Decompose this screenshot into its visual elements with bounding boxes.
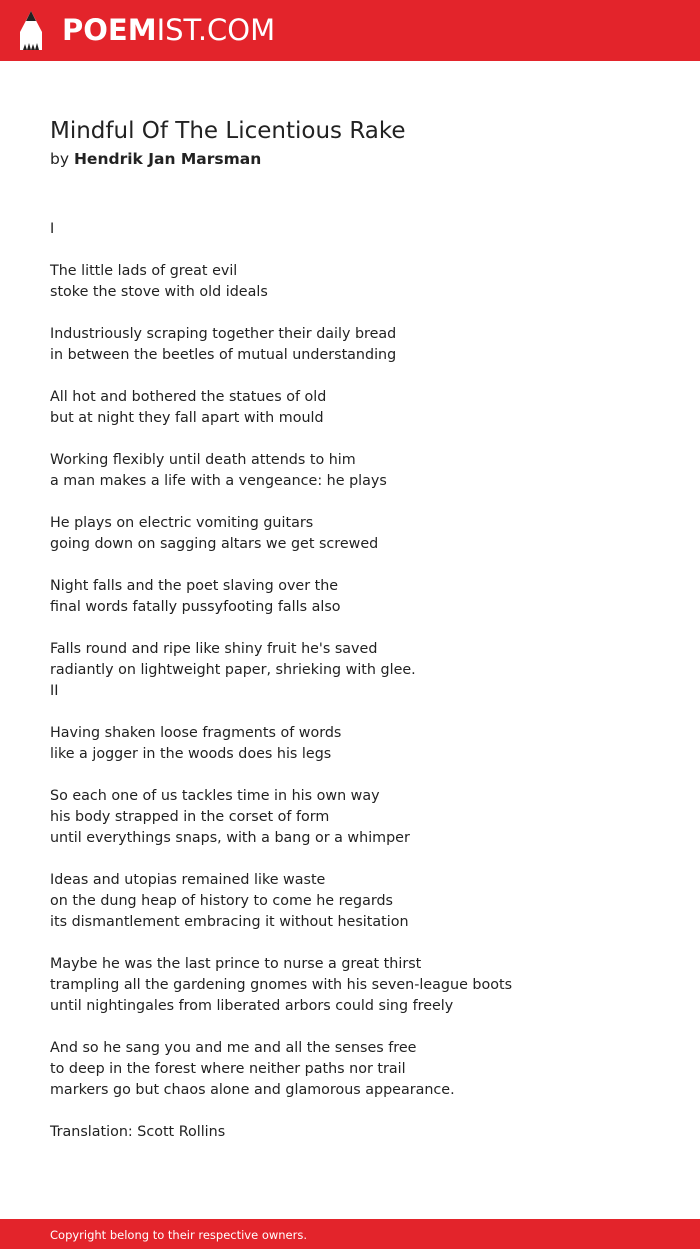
poem-line: The little lads of great evil	[50, 263, 238, 279]
poem-line: final words fatally pussyfooting falls also	[50, 599, 341, 615]
by-label: by	[50, 150, 70, 168]
poem-byline	[50, 148, 261, 170]
poem-line: trampling all the gardening gnomes with his seven-league boots	[50, 977, 513, 993]
poem-line: Having shaken loose fragments of words	[50, 725, 342, 741]
poem-author: Hendrik Jan Marsman	[73, 150, 262, 168]
poem-line: Translation: Scott Rollins	[50, 1124, 226, 1140]
poem-line: Ideas and utopias remained like waste	[50, 872, 326, 888]
poem-line: until nightingales from liberated arbors could sing freely	[50, 998, 454, 1014]
stanza-break	[50, 240, 670, 261]
poem-line: going down on sagging altars we get screwed	[50, 536, 379, 552]
copyright-text: Copyright belong to their respective owners.	[50, 1228, 308, 1242]
poem-line: its dismantlement embracing it without hesitation	[50, 914, 409, 930]
poem-line: like a jogger in the woods does his legs	[50, 746, 332, 762]
stanza-break	[50, 849, 670, 870]
stanza-break	[50, 429, 670, 450]
logo-light-text: IST.COM	[156, 13, 276, 47]
poem-line: markers go but chaos alone and glamorous appearance.	[50, 1082, 455, 1098]
stanza-break	[50, 765, 670, 786]
poem-line: to deep in the forest where neither paths nor trail	[50, 1061, 406, 1077]
poem-line: in between the beetles of mutual understanding	[50, 347, 397, 363]
pencil-icon[interactable]	[18, 10, 44, 52]
poem-line: a man makes a life with a vengeance: he plays	[50, 473, 387, 489]
stanza-break	[50, 1101, 670, 1122]
poem-line: but at night they fall apart with mould	[50, 410, 324, 426]
stanza-break	[50, 618, 670, 639]
poem-line: Working flexibly until death attends to him	[50, 452, 356, 468]
poem-line: Industriously scraping together their daily bread	[50, 326, 397, 342]
poem-line: And so he sang you and me and all the senses free	[50, 1040, 417, 1056]
site-footer	[0, 1219, 700, 1249]
poem-line: on the dung heap of history to come he regards	[50, 893, 393, 909]
site-header	[0, 0, 700, 61]
poem-line: until everythings snaps, with a bang or a whimper	[50, 830, 410, 846]
stanza-break	[50, 303, 670, 324]
stanza-break	[50, 1017, 670, 1038]
stanza-break	[50, 555, 670, 576]
stanza-break	[50, 492, 670, 513]
poem-line: He plays on electric vomiting guitars	[50, 515, 314, 531]
poem-line: So each one of us tackles time in his own way	[50, 788, 380, 804]
stanza-break	[50, 702, 670, 723]
poem-line: I	[50, 221, 55, 237]
poem-body	[50, 219, 670, 1143]
logo-bold-text: POEM	[62, 13, 157, 47]
poem-line: stoke the stove with old ideals	[50, 284, 268, 300]
poem-line: II	[50, 683, 59, 699]
poem-line: Maybe he was the last prince to nurse a great thirst	[50, 956, 422, 972]
poem-line: his body strapped in the corset of form	[50, 809, 330, 825]
poem-line: Falls round and ripe like shiny fruit he's saved	[50, 641, 378, 657]
poem-title: Mindful Of The Licentious Rake	[50, 118, 406, 144]
poem-line: radiantly on lightweight paper, shrieking with glee.	[50, 662, 416, 678]
stanza-break	[50, 933, 670, 954]
stanza-break	[50, 366, 670, 387]
poem-line: All hot and bothered the statues of old	[50, 389, 327, 405]
poem-line: Night falls and the poet slaving over the	[50, 578, 339, 594]
site-logo[interactable]	[62, 12, 275, 48]
